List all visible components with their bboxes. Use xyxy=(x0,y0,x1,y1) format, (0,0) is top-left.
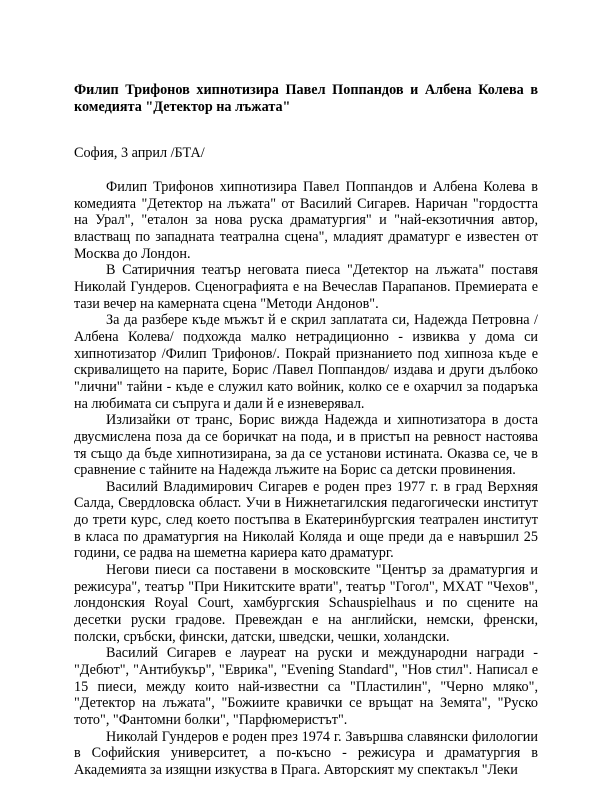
paragraph: За да разбере къде мъжът й е скрил заплатата си, Надежда Петровна /Албена Колева/ подхожда малко нетрадиционно - извиква у дома си хипнотизатор /Филип Трифонов/. Покрай признанието под хипноза къде е скривалището на парите, Борис /Павел Поппандов/ издава и други дълбоко "лични" тайни - къде е служил като войник, колко се е охарчил за подаръка на любимата си съпруга и дали й е изневерявал. xyxy=(74,312,538,412)
article-body xyxy=(74,179,538,779)
headline: Филип Трифонов хипнотизира Павел Поппандов и Албена Колева в комедията "Детектор на лъжата" xyxy=(74,82,538,115)
paragraph: Василий Владимирович Сигарев е роден през 1977 г. в град Верхняя Салда, Свердловска област. Учи в Нижнетагилския педагогически институт до трети курс, след което постъпва в Екатеринбургския театрален институт в класа по драматургия на Николай Коляда и още преди да е навършил 25 години, се радва на шеметна кариера като драматург. xyxy=(74,478,538,562)
paragraph: Филип Трифонов хипнотизира Павел Поппандов и Албена Колева в комедията "Детектор на лъжата" от Василий Сигарев. Наричан "гордостта на Урал", "еталон за нова руска драматургия" и "най-екзотичния автор, властващ по западната театрална сцена", младият драматург е известен от Москва до Лондон. xyxy=(74,179,538,262)
paragraph: Негови пиеси са поставени в московските "Център за драматургия и режисура", театър "При Никитските врати", театър "Гогол", МХАТ "Чехов", лондонския Royal Court, хамбургския Schauspielhaus и по сцените на десетки руски градове. Превеждан е на английски, немски, френски, полски, сръбски, фински, датски, шведски, чешки, холандски. xyxy=(74,562,538,645)
paragraph: Николай Гундеров е роден през 1974 г. Завършва славянски филологии в Софийския университет, а по-късно - режисура и драматургия в Академията за изящни изкуства в Прага. Авторският му спектакъл "Леки xyxy=(74,728,538,778)
dateline: София, 3 април /БТА/ xyxy=(74,145,205,161)
paragraph: В Сатиричния театър неговата пиеса "Детектор на лъжата" поставя Николай Гундеров. Сценографията е на Вечеслав Парапанов. Премиерата е тази вечер на камерната сцена "Методи Андонов". xyxy=(74,262,538,312)
paragraph: Излизайки от транс, Борис вижда Надежда и хипнотизатора в доста двусмислена поза да се боричкат на пода, и в пристъп на ревност настоява тя също да бъде хипнотизирана, за да се установи истината. Оказва се, че в сравнение с тайните на Надежда лъжите на Борис са детски провинения. xyxy=(74,412,538,479)
paragraph: Василий Сигарев е лауреат на руски и международни награди - "Дебют", "Антибукър", "Еврика", "Evening Standard", "Нов стил". Написал е 15 пиеси, между които най-известни са "Пластилин", "Черно мляко", "Детектор на лъжата", "Божиите кравички се връщат на Земята", "Руско тото", "Фантомни болки", "Парфюмеристът". xyxy=(74,645,538,728)
